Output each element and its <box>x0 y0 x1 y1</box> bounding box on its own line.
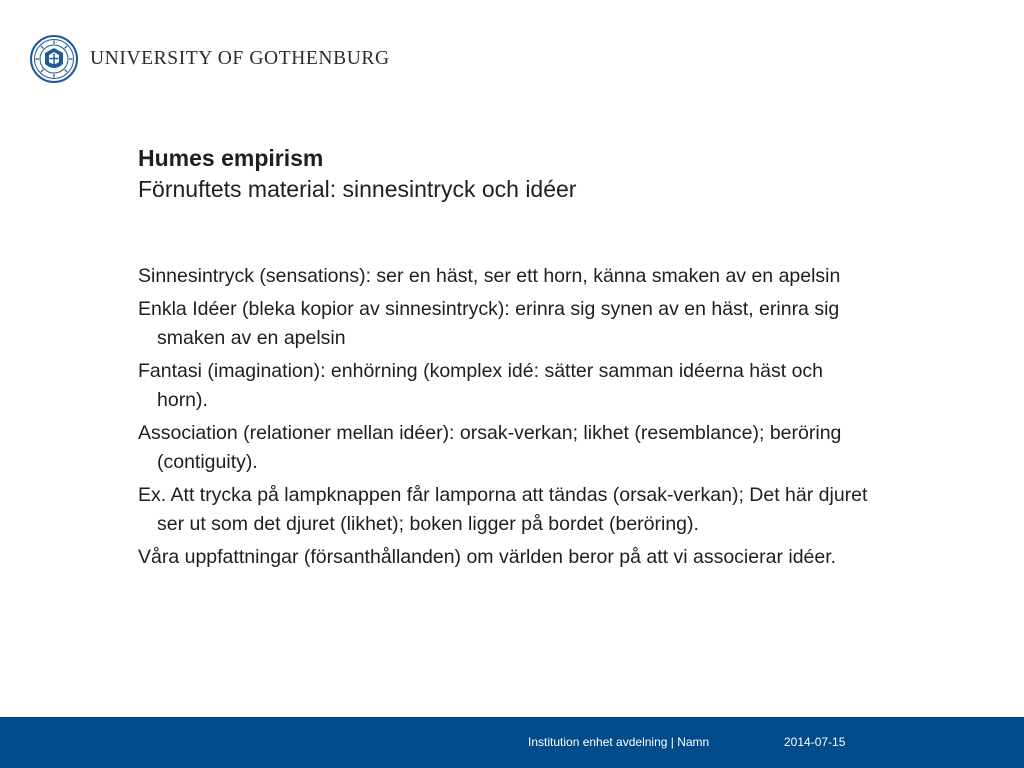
slide-title: Humes empirism <box>138 145 324 171</box>
slide-title-block <box>138 142 898 204</box>
footer-department: Institution enhet avdelning | Namn <box>528 735 710 749</box>
content-item: Enkla Idéer (bleka kopior av sinnesintryck): erinra sig synen av en häst, erinra sig smaken av en apelsin <box>138 298 840 349</box>
footer-bar <box>0 717 1024 768</box>
university-seal-icon <box>30 35 78 83</box>
content-item: Våra uppfattningar (försanthållanden) om världen beror på att vi associerar idéer. <box>138 546 837 568</box>
slide-header <box>30 34 390 84</box>
university-name: UNIVERSITY OF GOTHENBURG <box>90 48 390 69</box>
footer-date: 2014-07-15 <box>784 735 846 749</box>
content-item: Sinnesintryck (sensations): ser en häst, ser ett horn, känna smaken av en apelsin <box>138 265 841 287</box>
content-item: Ex. Att trycka på lampknappen får lamporna att tändas (orsak-verkan); Det här djuret ser ut som det djuret (likhet); boken ligger på bordet (beröring). <box>138 484 868 535</box>
content-item: Fantasi (imagination): enhörning (komplex idé: sätter samman idéerna häst och horn). <box>138 360 824 411</box>
slide-content <box>138 262 868 576</box>
slide-subtitle: Förnuftets material: sinnesintryck och idéer <box>138 176 577 202</box>
content-item: Association (relationer mellan idéer): orsak-verkan; likhet (resemblance); beröring (contiguity). <box>138 422 842 473</box>
